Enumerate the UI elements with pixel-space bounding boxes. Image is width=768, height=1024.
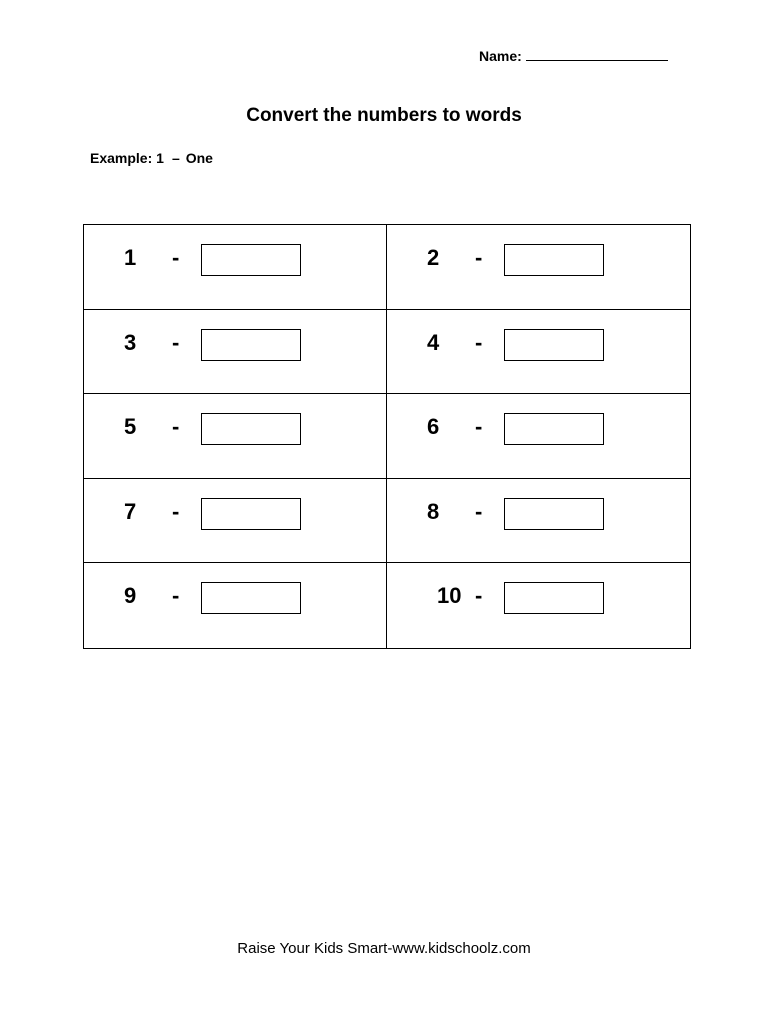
exercise-cell-10 — [387, 563, 690, 648]
exercise-cell-3 — [84, 310, 387, 395]
name-field — [479, 48, 668, 64]
example-word: One — [185, 150, 213, 166]
exercise-cell-2 — [387, 225, 690, 310]
exercise-cell-4 — [387, 310, 690, 395]
exercise-cell-1 — [84, 225, 387, 310]
exercise-dash: - — [172, 498, 180, 524]
exercise-cell-6 — [387, 394, 690, 479]
answer-box-10[interactable] — [504, 582, 604, 614]
answer-box-2[interactable] — [504, 244, 604, 276]
answer-box-5[interactable] — [201, 413, 301, 445]
exercise-dash: - — [172, 414, 180, 440]
exercise-dash: - — [475, 329, 483, 355]
page-title: Convert the numbers to words — [246, 105, 522, 126]
exercise-number: 7 — [124, 498, 137, 524]
exercise-cell-7 — [84, 479, 387, 564]
exercise-cell-5 — [84, 394, 387, 479]
exercise-dash: - — [172, 329, 180, 355]
example-separator: – — [171, 150, 180, 166]
answer-box-7[interactable] — [201, 498, 301, 530]
exercise-number: 9 — [124, 583, 137, 609]
exercise-number: 8 — [427, 498, 440, 524]
name-label: Name: — [479, 48, 522, 64]
exercise-dash: - — [172, 245, 180, 270]
name-blank-line[interactable] — [526, 48, 668, 61]
exercise-number: 2 — [427, 245, 440, 270]
exercise-dash: - — [475, 583, 483, 609]
exercise-dash: - — [475, 245, 483, 270]
answer-box-1[interactable] — [201, 244, 301, 276]
exercise-number: 4 — [427, 329, 440, 355]
exercise-dash: - — [475, 414, 483, 440]
exercise-cell-9 — [84, 563, 387, 648]
exercise-number: 5 — [124, 414, 137, 440]
answer-box-4[interactable] — [504, 329, 604, 361]
exercise-number: 3 — [124, 329, 137, 355]
exercise-dash: - — [172, 583, 180, 609]
exercise-dash: - — [475, 498, 483, 524]
answer-box-9[interactable] — [201, 582, 301, 614]
exercise-number: 6 — [427, 414, 440, 440]
exercise-cell-8 — [387, 479, 690, 564]
answer-box-8[interactable] — [504, 498, 604, 530]
example-number: 1 — [156, 150, 164, 166]
answer-box-6[interactable] — [504, 413, 604, 445]
example-label: Example: — [90, 150, 153, 166]
example-line — [90, 150, 213, 166]
footer-credit: Raise Your Kids Smart-www.kidschoolz.com — [237, 940, 531, 957]
exercise-grid — [83, 224, 691, 649]
exercise-number: 10 — [437, 583, 462, 609]
answer-box-3[interactable] — [201, 329, 301, 361]
exercise-number: 1 — [124, 245, 137, 270]
